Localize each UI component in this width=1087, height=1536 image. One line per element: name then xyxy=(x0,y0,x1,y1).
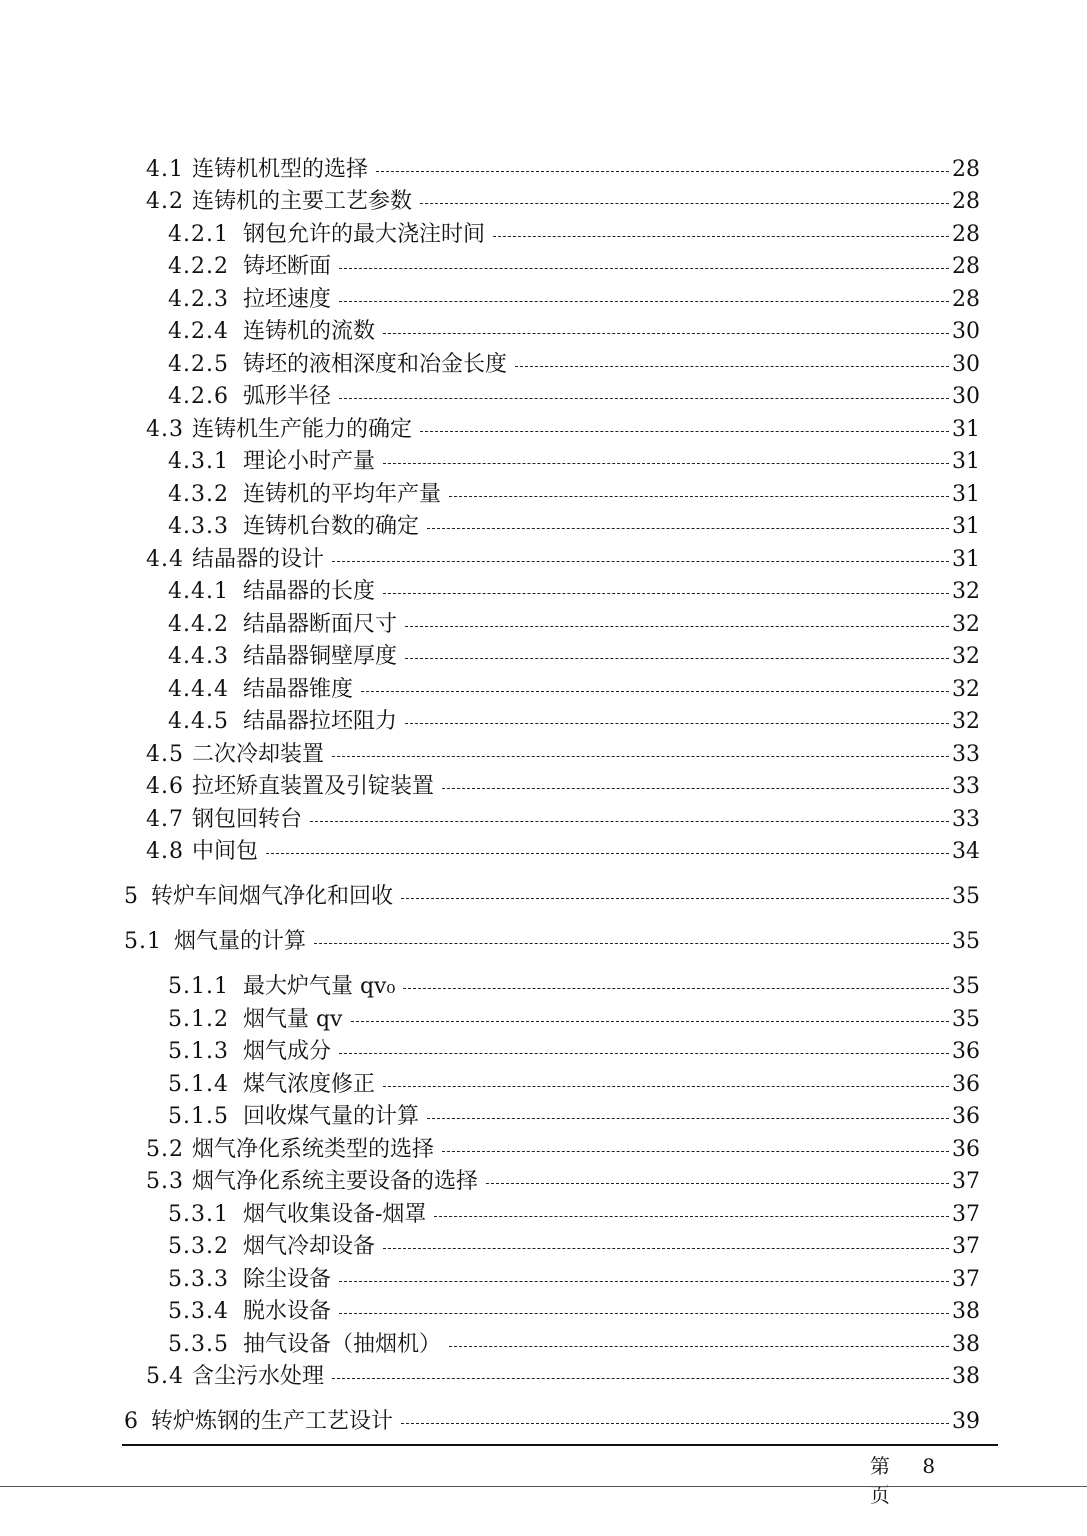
toc-entry-page: 38 xyxy=(952,1299,980,1324)
toc-entry-title: 理论小时产量 xyxy=(242,449,375,474)
toc-entry-number: 5.1.4 xyxy=(168,1072,229,1097)
toc-entry[interactable] xyxy=(168,1265,980,1295)
toc-entry[interactable] xyxy=(146,545,980,575)
toc-entry-title: 烟气量的计算 xyxy=(174,929,307,954)
toc-entry-number: 5.1.2 xyxy=(168,1007,229,1032)
toc-entry-page: 37 xyxy=(952,1267,980,1292)
toc-entry-title: 结晶器锥度 xyxy=(242,677,353,702)
toc-entry-page: 28 xyxy=(952,189,980,214)
toc-leader-dashes xyxy=(383,463,949,464)
toc-entry[interactable] xyxy=(168,480,980,510)
toc-entry-title: 结晶器铜壁厚度 xyxy=(242,644,397,669)
toc-entry[interactable] xyxy=(124,882,980,912)
toc-entry-number: 5.3.3 xyxy=(168,1267,229,1292)
toc-entry-number: 4.5 xyxy=(146,742,184,767)
toc-entry-number: 6 xyxy=(124,1409,139,1434)
toc-entry-number: 5.1.1 xyxy=(168,974,229,999)
toc-entry-title: 铸坯的液相深度和冶金长度 xyxy=(242,352,507,377)
toc-entry-page: 39 xyxy=(952,1409,980,1434)
toc-leader-dashes xyxy=(361,691,949,692)
toc-entry-title: 含尘污水处理 xyxy=(192,1364,325,1389)
toc-leader-dashes xyxy=(493,236,949,237)
toc-entry-number: 4.4.2 xyxy=(168,612,229,637)
toc-leader-dashes xyxy=(449,1346,949,1347)
toc-entry-title: 铸坯断面 xyxy=(242,254,331,279)
toc-entry-number: 4.7 xyxy=(146,807,184,832)
toc-entry[interactable] xyxy=(168,350,980,380)
toc-entry-title: 连铸机台数的确定 xyxy=(242,514,419,539)
toc-entry-page: 35 xyxy=(952,1007,980,1032)
toc-entry-number: 5.3.5 xyxy=(168,1332,229,1357)
toc-leader-dashes xyxy=(310,821,949,822)
toc-leader-dashes xyxy=(383,593,949,594)
toc-leader-dashes xyxy=(339,268,949,269)
toc-entry[interactable] xyxy=(146,805,980,835)
toc-entry-page: 38 xyxy=(952,1364,980,1389)
toc-entry[interactable] xyxy=(168,1102,980,1132)
toc-leader-dashes xyxy=(383,1248,949,1249)
toc-entry-title: 脱水设备 xyxy=(242,1299,331,1324)
toc-entry-number: 4.2.2 xyxy=(168,254,229,279)
toc-entry-title: 除尘设备 xyxy=(242,1267,331,1292)
toc-leader-dashes xyxy=(420,431,949,432)
page-bottom-divider xyxy=(0,1486,1087,1487)
toc-leader-dashes xyxy=(405,723,949,724)
toc-leader-dashes xyxy=(405,658,949,659)
toc-entry-page: 32 xyxy=(952,579,980,604)
toc-entry-page: 28 xyxy=(952,157,980,182)
toc-entry[interactable] xyxy=(146,772,980,802)
toc-entry-number: 4.2.3 xyxy=(168,287,229,312)
toc-entry-number: 4.1 xyxy=(146,157,184,182)
toc-entry-page: 31 xyxy=(952,547,980,572)
toc-entry-number: 4.4.5 xyxy=(168,709,229,734)
toc-entry[interactable] xyxy=(168,220,980,250)
toc-entry[interactable] xyxy=(168,577,980,607)
toc-entry-number: 4.6 xyxy=(146,774,184,799)
toc-entry-number: 5 xyxy=(124,884,139,909)
toc-leader-dashes xyxy=(332,561,949,562)
toc-entry-title: 烟气成分 xyxy=(242,1039,331,1064)
toc-entry-page: 38 xyxy=(952,1332,980,1357)
toc-entry[interactable] xyxy=(124,1407,980,1437)
toc-entry-title: 拉坯速度 xyxy=(242,287,331,312)
toc-entry-page: 36 xyxy=(952,1137,980,1162)
toc-leader-dashes xyxy=(427,1118,949,1119)
toc-entry-title: 转炉车间烟气净化和回收 xyxy=(151,884,394,909)
toc-entry[interactable] xyxy=(168,1330,980,1360)
toc-entry[interactable] xyxy=(168,1037,980,1067)
toc-entry-title: 抽气设备（抽烟机） xyxy=(242,1332,441,1357)
toc-leader-dashes xyxy=(427,528,949,529)
toc-entry-number: 5.3.1 xyxy=(168,1202,229,1227)
toc-entry-title: 连铸机的主要工艺参数 xyxy=(192,189,413,214)
toc-entry-title: 烟气冷却设备 xyxy=(242,1234,375,1259)
toc-leader-dashes xyxy=(376,171,949,172)
toc-entry[interactable] xyxy=(124,927,980,957)
toc-entry-title: 结晶器的设计 xyxy=(192,547,325,572)
toc-entry-page: 34 xyxy=(952,839,980,864)
toc-entry-page: 33 xyxy=(952,774,980,799)
toc-entry-page: 35 xyxy=(952,929,980,954)
toc-entry-title: 烟气收集设备-烟罩 xyxy=(242,1202,427,1227)
toc-entry[interactable] xyxy=(168,972,980,1002)
toc-entry-title: 弧形半径 xyxy=(242,384,331,409)
toc-entry-title: 拉坯矫直装置及引锭装置 xyxy=(192,774,435,799)
toc-entry[interactable] xyxy=(146,740,980,770)
toc-leader-dashes xyxy=(449,496,949,497)
toc-entry-page: 28 xyxy=(952,222,980,247)
toc-leader-dashes xyxy=(351,1021,950,1022)
toc-entry[interactable] xyxy=(168,1232,980,1262)
toc-entry-page: 37 xyxy=(952,1234,980,1259)
toc-entry[interactable] xyxy=(168,285,980,315)
toc-entry-title: 烟气净化系统类型的选择 xyxy=(192,1137,435,1162)
toc-entry-number: 4.4.3 xyxy=(168,644,229,669)
toc-entry[interactable] xyxy=(168,707,980,737)
toc-entry[interactable] xyxy=(168,512,980,542)
toc-entry-number: 5.3.2 xyxy=(168,1234,229,1259)
toc-leader-dashes xyxy=(339,301,949,302)
toc-entry[interactable] xyxy=(146,187,980,217)
toc-entry-page: 36 xyxy=(952,1104,980,1129)
toc-entry-page: 36 xyxy=(952,1072,980,1097)
toc-entry-page: 37 xyxy=(952,1202,980,1227)
toc-entry-number: 4.3.3 xyxy=(168,514,229,539)
toc-entry-page: 32 xyxy=(952,612,980,637)
toc-leader-dashes xyxy=(405,626,949,627)
toc-leader-dashes xyxy=(401,898,949,899)
toc-entry[interactable] xyxy=(168,1297,980,1327)
toc-leader-dashes xyxy=(339,1313,949,1314)
toc-entry[interactable] xyxy=(168,1070,980,1100)
toc-entry-page: 28 xyxy=(952,287,980,312)
toc-entry-page: 30 xyxy=(952,319,980,344)
toc-entry-number: 4.3.2 xyxy=(168,482,229,507)
toc-entry-page: 31 xyxy=(952,417,980,442)
toc-entry-title: 二次冷却装置 xyxy=(192,742,325,767)
toc-leader-dashes xyxy=(403,988,949,989)
toc-entry-title: 连铸机机型的选择 xyxy=(192,157,369,182)
page-number: 第 8 页 xyxy=(870,1454,942,1507)
toc-entry-title: 结晶器断面尺寸 xyxy=(242,612,397,637)
toc-leader-dashes xyxy=(339,398,949,399)
toc-entry-page: 35 xyxy=(952,884,980,909)
toc-leader-dashes xyxy=(383,333,949,334)
toc-leader-dashes xyxy=(420,203,949,204)
footer-divider xyxy=(122,1444,998,1446)
toc-entry-number: 4.2.1 xyxy=(168,222,229,247)
toc-leader-dashes xyxy=(314,943,949,944)
toc-entry-page: 31 xyxy=(952,482,980,507)
toc-entry-page: 31 xyxy=(952,514,980,539)
toc-entry[interactable] xyxy=(168,642,980,672)
toc-leader-dashes xyxy=(332,1378,949,1379)
toc-leader-dashes xyxy=(515,366,949,367)
toc-entry-page: 37 xyxy=(952,1169,980,1194)
toc-leader-dashes xyxy=(486,1183,949,1184)
toc-entry-title: 回收煤气量的计算 xyxy=(242,1104,419,1129)
toc-entry[interactable] xyxy=(146,837,980,867)
toc-entry[interactable] xyxy=(168,675,980,705)
toc-entry[interactable] xyxy=(168,1200,980,1230)
toc-leader-dashes xyxy=(434,1216,949,1217)
toc-entry[interactable] xyxy=(168,252,980,282)
toc-leader-dashes xyxy=(339,1281,949,1282)
toc-leader-dashes xyxy=(266,853,949,854)
toc-leader-dashes xyxy=(442,788,949,789)
toc-entry-title: 转炉炼钢的生产工艺设计 xyxy=(151,1409,394,1434)
toc-entry[interactable] xyxy=(168,447,980,477)
toc-leader-dashes xyxy=(442,1151,949,1152)
toc-entry[interactable] xyxy=(168,382,980,412)
toc-entry[interactable] xyxy=(146,1135,980,1165)
toc-entry-page: 28 xyxy=(952,254,980,279)
toc-entry-number: 4.2 xyxy=(146,189,184,214)
toc-entry-number: 4.8 xyxy=(146,839,184,864)
toc-entry-number: 5.3.4 xyxy=(168,1299,229,1324)
toc-entry-page: 32 xyxy=(952,677,980,702)
toc-entry-page: 36 xyxy=(952,1039,980,1064)
toc-entry-page: 33 xyxy=(952,742,980,767)
toc-entry-title: 钢包允许的最大浇注时间 xyxy=(242,222,485,247)
toc-entry-title: 烟气净化系统主要设备的选择 xyxy=(192,1169,479,1194)
toc-entry-title: 连铸机的流数 xyxy=(242,319,375,344)
toc-entry-number: 5.2 xyxy=(146,1137,184,1162)
toc-entry-title: 钢包回转台 xyxy=(192,807,303,832)
toc-entry-number: 5.1 xyxy=(124,929,162,954)
toc-entry[interactable] xyxy=(146,415,980,445)
toc-entry-number: 4.4.1 xyxy=(168,579,229,604)
toc-entry[interactable] xyxy=(146,1167,980,1197)
toc-entry-title: 中间包 xyxy=(192,839,259,864)
toc-entry-number: 4.3 xyxy=(146,417,184,442)
toc-entry-number: 4.4.4 xyxy=(168,677,229,702)
toc-leader-dashes xyxy=(339,1053,949,1054)
toc-entry[interactable] xyxy=(146,1362,980,1392)
toc-entry-page: 35 xyxy=(952,974,980,999)
toc-entry-title: 连铸机生产能力的确定 xyxy=(192,417,413,442)
toc-entry[interactable] xyxy=(168,610,980,640)
toc-entry-page: 31 xyxy=(952,449,980,474)
toc-entry[interactable] xyxy=(168,1005,980,1035)
toc-entry-number: 4.2.5 xyxy=(168,352,229,377)
toc-entry-page: 33 xyxy=(952,807,980,832)
toc-entry-page: 30 xyxy=(952,352,980,377)
toc-entry[interactable] xyxy=(168,317,980,347)
toc-entry-number: 4.4 xyxy=(146,547,184,572)
toc-leader-dashes xyxy=(332,756,949,757)
toc-entry-page: 32 xyxy=(952,644,980,669)
toc-entry-number: 5.1.3 xyxy=(168,1039,229,1064)
toc-entry-title: 结晶器拉坯阻力 xyxy=(242,709,397,734)
toc-leader-dashes xyxy=(401,1423,949,1424)
toc-entry-number: 5.3 xyxy=(146,1169,184,1194)
toc-entry-page: 32 xyxy=(952,709,980,734)
toc-entry-number: 4.2.6 xyxy=(168,384,229,409)
toc-entry[interactable] xyxy=(146,155,980,185)
toc-entry-number: 4.3.1 xyxy=(168,449,229,474)
toc-entry-page: 30 xyxy=(952,384,980,409)
toc-leader-dashes xyxy=(383,1086,949,1087)
toc-entry-title: 煤气浓度修正 xyxy=(242,1072,375,1097)
toc-entry-title: 最大炉气量 qv₀ xyxy=(242,974,396,999)
toc-entry-number: 5.4 xyxy=(146,1364,184,1389)
toc-entry-title: 连铸机的平均年产量 xyxy=(242,482,441,507)
toc-entry-number: 5.1.5 xyxy=(168,1104,229,1129)
toc-entry-title: 结晶器的长度 xyxy=(242,579,375,604)
toc-entry-title: 烟气量 qv xyxy=(242,1007,343,1032)
toc-entry-number: 4.2.4 xyxy=(168,319,229,344)
